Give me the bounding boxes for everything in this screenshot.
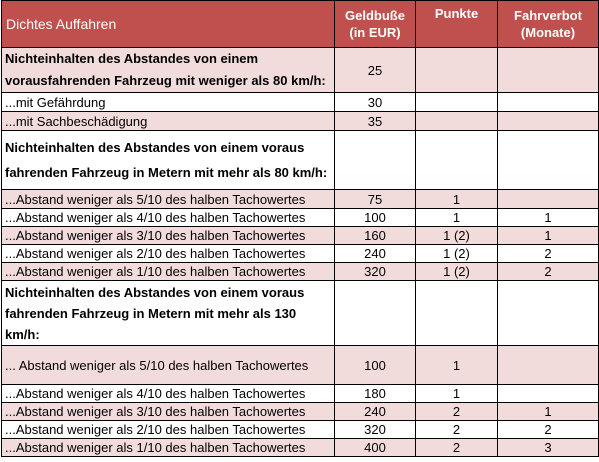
points-cell: 1 (2) — [416, 245, 498, 263]
table-row — [2, 209, 599, 227]
header-fine-line2: (in EUR) — [349, 25, 401, 40]
offense-cell: ...mit Gefährdung — [2, 93, 335, 112]
table-row — [2, 112, 599, 131]
fine-cell: 75 — [335, 190, 416, 209]
table-row — [2, 263, 599, 281]
points-cell: 1 — [416, 190, 498, 209]
offense-cell: ...Abstand weniger als 2/10 des halben Tachowertes — [2, 421, 335, 439]
header-points: Punkte — [416, 1, 498, 48]
header-ban — [498, 1, 599, 48]
table-row — [2, 245, 599, 263]
header-fine-line1: Geldbuße — [345, 8, 405, 23]
fine-cell: 240 — [335, 245, 416, 263]
fine-cell: 180 — [335, 385, 416, 403]
table-row — [2, 346, 599, 385]
ban-cell — [498, 131, 599, 190]
table-row — [2, 48, 599, 93]
fine-cell: 100 — [335, 346, 416, 385]
ban-cell — [498, 346, 599, 385]
fine-cell — [335, 131, 416, 190]
fine-cell: 35 — [335, 112, 416, 131]
offense-cell: ...Abstand weniger als 1/10 des halben Tachowertes — [2, 439, 335, 457]
fine-cell: 400 — [335, 439, 416, 457]
table-row — [2, 227, 599, 245]
points-cell — [416, 93, 498, 112]
table-row — [2, 131, 599, 190]
points-cell — [416, 48, 498, 93]
header-ban-line1: Fahrverbot — [514, 8, 582, 23]
points-cell: 2 — [416, 421, 498, 439]
table-row — [2, 385, 599, 403]
offense-cell: ...Abstand weniger als 3/10 des halben Tachowertes — [2, 403, 335, 421]
table-row — [2, 439, 599, 457]
header-offense: Dichtes Auffahren — [2, 1, 335, 48]
ban-cell: 1 — [498, 403, 599, 421]
points-cell: 2 — [416, 439, 498, 457]
table-row — [2, 281, 599, 346]
offense-cell: ...Abstand weniger als 2/10 des halben Tachowertes — [2, 245, 335, 263]
fines-table — [1, 0, 599, 457]
points-cell: 1 — [416, 346, 498, 385]
ban-cell: 1 — [498, 227, 599, 245]
points-cell — [416, 281, 498, 346]
ban-cell — [498, 190, 599, 209]
fine-cell: 320 — [335, 421, 416, 439]
table-row — [2, 93, 599, 112]
points-cell: 1 (2) — [416, 227, 498, 245]
points-cell: 1 (2) — [416, 263, 498, 281]
offense-cell: ...Abstand weniger als 5/10 des halben Tachowertes — [2, 190, 335, 209]
offense-cell: Nichteinhalten des Abstandes von einem voraus fahrenden Fahrzeug in Metern mit mehr als 80 km/h: — [2, 131, 335, 190]
table-row — [2, 403, 599, 421]
ban-cell: 2 — [498, 245, 599, 263]
ban-cell — [498, 48, 599, 93]
fine-cell: 30 — [335, 93, 416, 112]
fine-cell: 240 — [335, 403, 416, 421]
fine-cell: 320 — [335, 263, 416, 281]
points-cell: 2 — [416, 403, 498, 421]
ban-cell — [498, 112, 599, 131]
points-cell — [416, 112, 498, 131]
ban-cell — [498, 281, 599, 346]
offense-cell: Nichteinhalten des Abstandes von einem voraus fahrenden Fahrzeug in Metern mit mehr als 130 km/h: — [2, 281, 335, 346]
ban-cell: 2 — [498, 421, 599, 439]
header-fine — [335, 1, 416, 48]
offense-cell: Nichteinhalten des Abstandes von einem vorausfahrenden Fahrzeug mit weniger als 80 km/h: — [2, 48, 335, 93]
table-row — [2, 190, 599, 209]
offense-cell: ...Abstand weniger als 4/10 des halben Tachowertes — [2, 209, 335, 227]
fine-cell: 100 — [335, 209, 416, 227]
points-cell: 1 — [416, 385, 498, 403]
points-cell — [416, 131, 498, 190]
fine-cell: 25 — [335, 48, 416, 93]
ban-cell: 3 — [498, 439, 599, 457]
offense-cell: ...Abstand weniger als 3/10 des halben Tachowertes — [2, 227, 335, 245]
fine-cell: 160 — [335, 227, 416, 245]
ban-cell: 1 — [498, 209, 599, 227]
table-row — [2, 421, 599, 439]
points-cell: 1 — [416, 209, 498, 227]
header-ban-line2: (Monate) — [520, 25, 576, 40]
offense-cell: ...mit Sachbeschädigung — [2, 112, 335, 131]
offense-cell: ... Abstand weniger als 5/10 des halben Tachowertes — [2, 346, 335, 385]
ban-cell — [498, 93, 599, 112]
offense-cell: ...Abstand weniger als 4/10 des halben Tachowertes — [2, 385, 335, 403]
table-header-row — [2, 1, 599, 48]
ban-cell — [498, 385, 599, 403]
ban-cell: 2 — [498, 263, 599, 281]
offense-cell: ...Abstand weniger als 1/10 des halben Tachowertes — [2, 263, 335, 281]
fine-cell — [335, 281, 416, 346]
